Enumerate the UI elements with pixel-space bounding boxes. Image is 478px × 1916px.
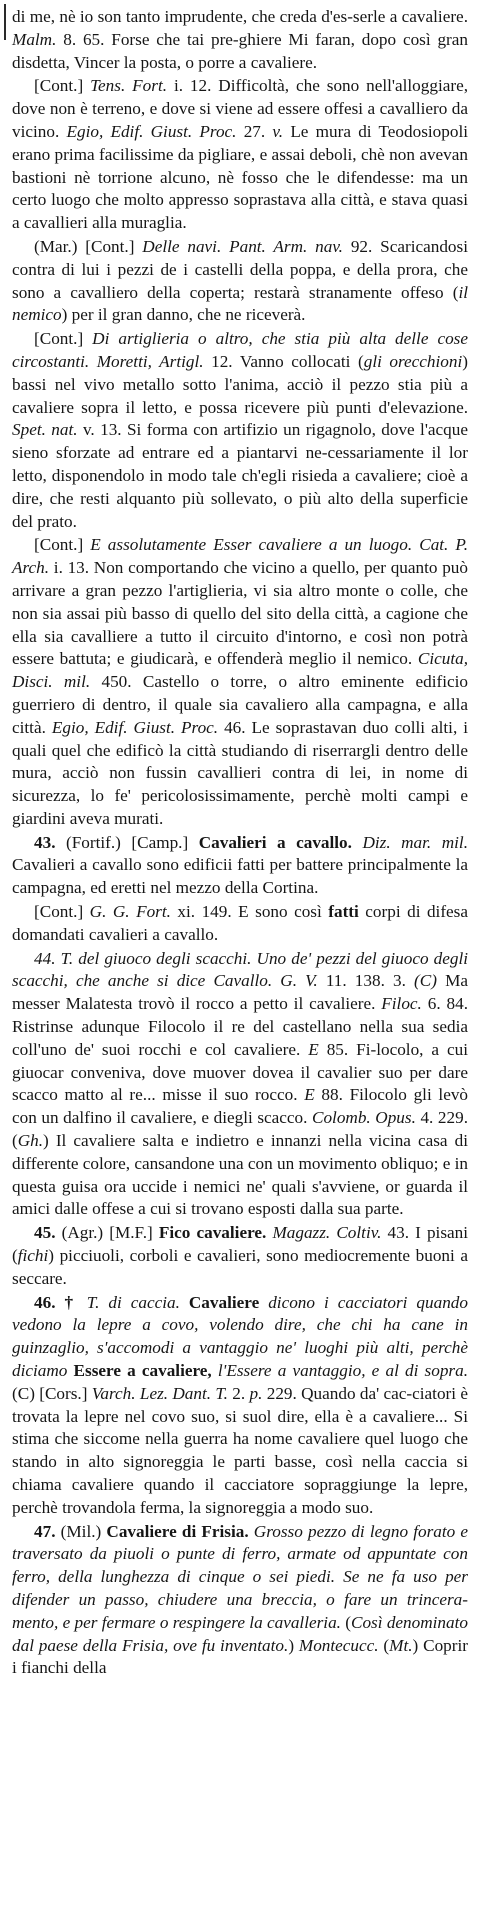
body-text: Cavalieri a cavallo sono edificii fatti per battere principalmente la campagna, ed eretti nel mezzo della Cortina. — [12, 855, 468, 898]
italic-text: v. — [272, 121, 291, 141]
body-text: 229. Quando da' cac-ciatori è trovata la lepre nel covo suo, si suol dire, ella è a cavaliere... Si stima che siccome nella guerra ha nome cavaliere quel luogo che stando in alto signoreggia le parti basse, così nella caccia si chiama cavaliere quando il cacciatore sopraggiunge la lepre, perchè trovandola ferma, la signoreggia a modo suo. — [12, 1383, 468, 1517]
bold-text: Cavaliere — [188, 1292, 269, 1312]
body-text: 88. Filocolo gli levò con un dalfino il cavaliere, e diegli scacco. — [12, 1085, 469, 1128]
entry-paragraph — [12, 1292, 468, 1520]
italic-text: Magazz. Coltiv. — [272, 1223, 388, 1243]
body-text: ) bassi nel vivo metallo sotto l'anima, acciò il pezzo stia più a cavaliere sopra il letto, e possa ricevere più punti d'elevazione. — [12, 351, 468, 417]
body-text: xi. 149. E sono così — [177, 902, 329, 922]
bold-text: 43. — [34, 832, 66, 852]
body-text: (C) [Cors.] — [12, 1383, 92, 1403]
body-text: 8. 65. Forse che tai pre-ghiere Mi faran, dopo così gran disdetta, Vincer la posta, o porre a cavaliere. — [12, 29, 468, 72]
entry-paragraph — [12, 75, 468, 235]
italic-text: Tens. Fort. — [90, 76, 174, 96]
italic-text: Mt. — [389, 1635, 413, 1655]
bold-text: Fico cavaliere. — [158, 1223, 273, 1243]
body-text: ( — [383, 1635, 390, 1655]
body-text: Le mura di Teodosiopoli erano prima facilissime da pigliare, e assai deboli, chè non avevan bastioni nè torrione alcuno, nè fosso che le difendesse: ma un certo luogo che molto appresso soprastava alla città, e stava quasi a cavallieri alla muraglia. — [12, 121, 468, 233]
italic-text: Montecucc. — [298, 1635, 384, 1655]
italic-text: Cicuta, Disci. mil. — [12, 649, 468, 692]
italic-text: Gh. — [17, 1131, 44, 1151]
italic-text: Varch. Lez. Dant. T. — [91, 1383, 233, 1403]
body-text: (Agr.) [M.F.] — [61, 1223, 159, 1243]
text-column — [12, 6, 468, 1680]
italic-text: il nemico — [12, 282, 468, 325]
body-text: [Cont.] — [34, 535, 91, 555]
body-text: ) — [288, 1635, 299, 1655]
bold-text: Essere a cavaliere, — [73, 1361, 218, 1381]
italic-text: Egio, Edif. Giust. Proc. — [66, 121, 244, 141]
body-text: ) picciuoli, corboli e cavalieri, sono mediocremente buoni a seccare. — [12, 1246, 468, 1288]
italic-text: Spet. nat. — [12, 420, 83, 440]
margin-rule — [4, 4, 6, 40]
body-text: (Mar.) [Cont.] — [34, 236, 143, 256]
entry-paragraph — [12, 328, 468, 533]
italic-text: Diz. mar. mil. — [362, 832, 468, 852]
body-text: 450. Castello o torre, o altro eminente edificio guerriero di dentro, il quale sia cavaliero alla campagna, e alla città. — [12, 672, 468, 737]
body-text: 46. Le soprastavan duo colli alti, i quali quel che edificò la città studiando di riserrargli dentro delle mura, acciò non fussin cavallieri contra di lei, in nome di sicurezza, lo fe' pericolosissimamente, perchè molti campi e giardini aveva murati. — [12, 717, 468, 828]
entry-paragraph — [12, 1521, 468, 1681]
italic-text: Malm. — [12, 29, 64, 49]
italic-text: 44. T. del giuoco degli scacchi. Uno de' pezzi del giuoco degli scacchi, che anche si dice Cavallo. G. V. — [12, 948, 468, 991]
body-text: ( — [345, 1612, 351, 1632]
body-text: 11. 138. 3. — [325, 971, 415, 991]
italic-text: Grosso pezzo di legno forato e traversato da piuoli o punte di ferro, armate od appuntate con ferro, della lunghezza di cinque o sei piedi. Se ne fa uso per difender un passo, chiudere una breccia, o fare un trincera-mento, e per fermare o respingere la cavalleria. — [12, 1521, 469, 1632]
italic-text: E assolutamente Esser cavaliere a un luogo. Cat. P. Arch. — [12, 535, 468, 578]
body-text: 2. — [232, 1383, 250, 1403]
bold-text: Cavaliere di Frisia. — [106, 1521, 254, 1541]
body-text: [Cont.] — [34, 329, 93, 349]
entry-paragraph — [12, 6, 468, 74]
body-text: ) Il cavaliere salta e indietro e innanzi nella vicina casa di differente colore, cansandone una con un movimento obliquo; e in questa guisa ora uccide i nemici ne' quali s'avviene, or guarda il amici dalle offese a cui si trovano esposti dalla sua parte. — [12, 1131, 468, 1219]
italic-text: E — [304, 1085, 322, 1105]
body-text: di me, nè io son tanto imprudente, che creda d'es-serle a cavaliere. — [12, 7, 468, 26]
body-text: 92. Scaricandosi contra di lui i pezzi de i castelli della poppa, e della prora, che sono a cavalliero della coperta; restarà stranamente offeso ( — [12, 236, 468, 302]
italic-text: Delle navi. Pant. Arm. nav. — [142, 236, 351, 256]
italic-text: G. G. Fort. — [89, 902, 178, 922]
body-text: 12. Vanno collocati ( — [211, 351, 364, 371]
italic-text: gli orecchioni — [363, 351, 463, 371]
entry-paragraph — [12, 534, 468, 830]
italic-text: T. di caccia. — [86, 1292, 189, 1312]
entry-paragraph — [12, 1222, 468, 1290]
entry-paragraph — [12, 832, 468, 900]
italic-text: Così denominato dal paese della Frisia, ove fu inventato. — [12, 1612, 468, 1655]
italic-text: fichi — [17, 1246, 49, 1266]
entry-paragraph — [12, 236, 468, 327]
body-text: [Cont.] — [34, 902, 90, 922]
bold-text: fatti — [328, 902, 359, 922]
body-text: 4. 229. ( — [12, 1108, 468, 1151]
bold-text: 46. † — [34, 1292, 87, 1312]
body-text: 6. 84. Ristrinse adunque Filocolo il re del castellano nella sua sedia coll'uno de' suoi rocchi e col cavaliere. — [12, 994, 468, 1059]
italic-text: Di artiglieria o altro, che stia più alta delle cose circostanti. Moretti, Artigl. — [12, 329, 468, 371]
italic-text: Filoc. — [381, 994, 428, 1014]
bold-text: Cavalieri a cavallo. — [198, 832, 363, 852]
body-text: (Fortif.) [Camp.] — [66, 832, 199, 852]
italic-text: Colomb. Opus. — [311, 1108, 421, 1128]
italic-text: (C) — [414, 971, 446, 991]
bold-text: 47. — [34, 1521, 61, 1541]
body-text: i. 12. Difficoltà, che sono nell'alloggiare, dove non è terreno, e dove si viene ad essere offesi a cavalliero da vicino. — [12, 76, 469, 141]
body-text: 27. — [243, 121, 273, 141]
body-text: 43. I pisani ( — [12, 1223, 468, 1266]
body-text: v. 13. Si forma con artifizio un rigagnolo, dove l'acque sieno sforzate ad entrare ed a piantarvi ne-cessariamente il lor letto, disponendolo in modo tale ch'egli risieda a cavaliere; cioè a dire, che resti alquanto più sollevato, o più alto della superficie del prato. — [12, 420, 468, 531]
italic-text: Egio, Edif. Giust. Proc. — [51, 717, 225, 737]
body-text: corpi di difesa domandati cavalieri a cavallo. — [12, 902, 468, 944]
body-text: ) per il gran danno, che ne riceverà. — [61, 305, 306, 325]
body-text: ) Coprir i fianchi della — [12, 1635, 468, 1678]
body-text: (Mil.) — [60, 1521, 107, 1541]
body-text: i. 13. Non comportando che vicino a quello, per quanto può arrivare a gran pezzo l'artiglieria, vi sia altro monte o colle, che non sia assai più basso di quello del sito della città, a cagione che ella sia cavalliere a tutto il circuito d'intorno, e così non potrà essere battuta; e giudicarà, e offenderà meglio il nemico. — [12, 558, 468, 669]
body-text: Ma messer Malatesta trovò il rocco a petto il cavaliere. — [12, 971, 468, 1014]
italic-text: p. — [249, 1383, 267, 1403]
entry-paragraph — [12, 948, 468, 1222]
entry-paragraph — [12, 901, 468, 947]
bold-text: 45. — [34, 1223, 62, 1243]
body-text: [Cont.] — [34, 76, 91, 96]
body-text: 85. Fi-locolo, a cui giuocar conveniva, dove muover dovea il cavalier suo per dare scacco matto al re... misse il suo rocco. — [12, 1039, 469, 1105]
italic-text: E — [308, 1039, 327, 1059]
italic-text: l'Essere a vantaggio, e al di sopra. — [217, 1361, 469, 1381]
italic-text: dicono i cacciatori quando vedono la lepre a covo, volendo dire, che chi ha cane in guinzaglio, s'accomodi a vantaggio ne' luoghi più alti, perchè diciamo — [12, 1292, 468, 1381]
